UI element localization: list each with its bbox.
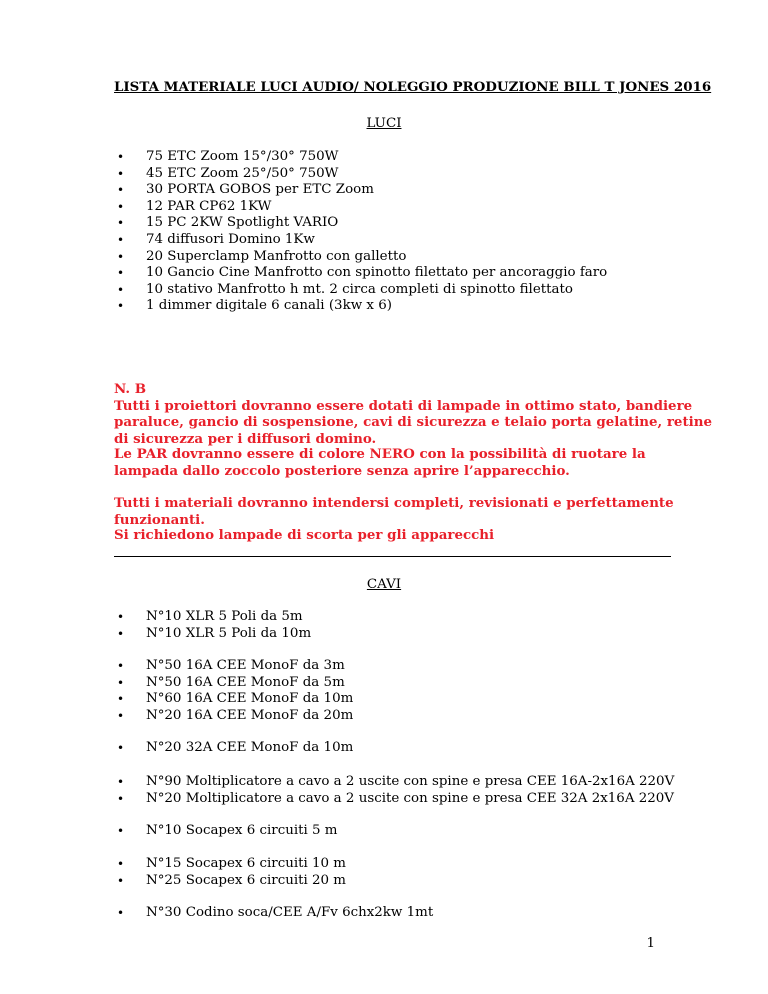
cavi-group-codino xyxy=(114,905,433,922)
list-item-text: 15 PC 2KW Spotlight VARIO xyxy=(146,215,339,231)
bullet-icon: • xyxy=(117,150,125,164)
list-item-text: N°10 XLR 5 Poli da 10m xyxy=(146,625,312,641)
list-item-text: N°20 16A CEE MonoF da 20m xyxy=(146,707,354,723)
note-nb-label: N. B xyxy=(114,381,147,397)
list-item-text: N°60 16A CEE MonoF da 10m xyxy=(146,691,354,707)
list-item-text: 20 Superclamp Manfrotto con galletto xyxy=(146,248,407,264)
bullet-icon: • xyxy=(117,282,125,297)
bullet-icon: • xyxy=(117,183,125,198)
luci-list xyxy=(114,149,607,315)
list-item xyxy=(114,675,353,692)
list-item-text: 45 ETC Zoom 25°/50° 750W xyxy=(146,165,339,181)
cavi-group-16a xyxy=(114,658,353,724)
list-item-text: 30 PORTA GOBOS per ETC Zoom xyxy=(146,182,374,198)
list-item xyxy=(114,791,674,808)
list-item xyxy=(114,609,311,626)
list-item xyxy=(114,708,353,725)
bullet-icon: • xyxy=(117,249,125,264)
list-item xyxy=(114,199,607,216)
page-number: 1 xyxy=(646,936,655,951)
note-nb-text: Tutti i proiettori dovranno essere dotati di lampade in ottimo stato, bandiere paraluce, gancio di sospensione, cavi di sicurezza e telaio porta gelatine, retine di sicurezza per i diffusori domino. xyxy=(114,397,712,447)
list-item xyxy=(114,856,346,873)
bullet-icon: • xyxy=(117,216,125,231)
cavi-group-32a xyxy=(114,740,353,757)
bullet-icon: • xyxy=(117,906,125,920)
list-item xyxy=(114,691,353,708)
cavi-group-socapex-long xyxy=(114,856,346,889)
note-scorta-text: Si richiedono lampade di scorta per gli apparecchi xyxy=(114,527,495,543)
list-item-text: 10 stativo Manfrotto h mt. 2 circa completi di spinotto filettato xyxy=(146,281,573,297)
list-item-text: N°25 Socapex 6 circuiti 20 m xyxy=(146,872,347,888)
list-item-text: 12 PAR CP62 1KW xyxy=(146,198,272,214)
note-par xyxy=(114,446,714,479)
section-divider xyxy=(114,556,671,557)
list-item xyxy=(114,823,338,840)
bullet-icon: • xyxy=(117,610,125,624)
bullet-icon: • xyxy=(117,708,125,723)
cavi-group-xlr xyxy=(114,609,311,642)
list-item-text: 74 diffusori Domino 1Kw xyxy=(146,231,315,247)
list-item-text: N°20 Moltiplicatore a cavo a 2 uscite con spine e presa CEE 32A 2x16A 220V xyxy=(146,790,674,806)
bullet-icon: • xyxy=(117,775,125,789)
bullet-icon: • xyxy=(117,626,125,641)
bullet-icon: • xyxy=(117,659,125,673)
cavi-group-moltiplicatori xyxy=(114,774,674,807)
section-heading-luci: LUCI xyxy=(366,116,402,131)
note-scorta xyxy=(114,527,714,544)
list-item xyxy=(114,873,346,890)
list-item xyxy=(114,298,607,315)
list-item-text: N°90 Moltiplicatore a cavo a 2 uscite con spine e presa CEE 16A-2x16A 220V xyxy=(146,774,675,789)
note-nb xyxy=(114,381,714,447)
document-title: LISTA MATERIALE LUCI AUDIO/ NOLEGGIO PRODUZIONE BILL T JONES 2016 xyxy=(114,79,712,95)
cavi-group-socapex-5m xyxy=(114,823,338,840)
list-item xyxy=(114,149,607,166)
bullet-icon: • xyxy=(117,741,125,755)
list-item-text: N°20 32A CEE MonoF da 10m xyxy=(146,740,354,755)
list-item xyxy=(114,215,607,232)
list-item-text: N°10 XLR 5 Poli da 5m xyxy=(146,609,303,624)
note-materiali-text: Tutti i materiali dovranno intendersi completi, revisionati e perfettamente funzionanti. xyxy=(114,495,674,528)
list-item-text: 10 Gancio Cine Manfrotto con spinotto filettato per ancoraggio faro xyxy=(146,265,608,281)
list-item-text: N°15 Socapex 6 circuiti 10 m xyxy=(146,856,347,871)
list-item xyxy=(114,282,607,299)
note-par-text: Le PAR dovranno essere di colore NERO con la possibilità di ruotare la lampada dallo zoccolo posteriore senza aprire l’apparecchio. xyxy=(114,446,646,479)
list-item xyxy=(114,774,674,791)
list-item-text: N°30 Codino soca/CEE A/Fv 6chx2kw 1mt xyxy=(146,905,434,920)
bullet-icon: • xyxy=(117,873,125,888)
bullet-icon: • xyxy=(117,266,125,281)
list-item-text: N°50 16A CEE MonoF da 3m xyxy=(146,658,345,673)
section-heading-cavi: CAVI xyxy=(366,577,402,592)
list-item xyxy=(114,626,311,643)
list-item xyxy=(114,740,353,757)
list-item xyxy=(114,166,607,183)
list-item xyxy=(114,905,433,922)
bullet-icon: • xyxy=(117,675,125,690)
list-item-text: 75 ETC Zoom 15°/30° 750W xyxy=(146,149,339,164)
bullet-icon: • xyxy=(117,299,125,314)
list-item xyxy=(114,232,607,249)
bullet-icon: • xyxy=(117,692,125,707)
bullet-icon: • xyxy=(117,166,125,181)
list-item-text: N°10 Socapex 6 circuiti 5 m xyxy=(146,823,338,838)
list-item xyxy=(114,265,607,282)
list-item-text: 1 dimmer digitale 6 canali (3kw x 6) xyxy=(146,298,392,314)
list-item xyxy=(114,182,607,199)
bullet-icon: • xyxy=(117,791,125,806)
bullet-icon: • xyxy=(117,199,125,214)
list-item xyxy=(114,658,353,675)
bullet-icon: • xyxy=(117,824,125,838)
list-item-text: N°50 16A CEE MonoF da 5m xyxy=(146,674,345,690)
bullet-icon: • xyxy=(117,857,125,871)
list-item xyxy=(114,249,607,266)
bullet-icon: • xyxy=(117,232,125,247)
note-materiali xyxy=(114,495,714,528)
